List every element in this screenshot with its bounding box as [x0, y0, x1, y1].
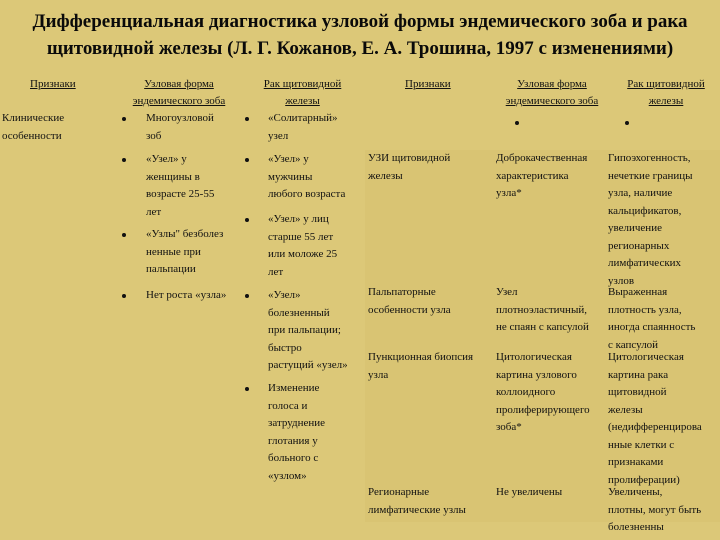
right-row-2-nodular: Узел плотноэластичный, не спаян с капсулой — [496, 286, 589, 333]
row-label-clinical: Клинические особенности — [2, 112, 65, 142]
right-row-2-cancer: Выраженная плотность узла, иногда спаянность с капсулой — [608, 286, 696, 351]
bullet — [122, 233, 126, 237]
nodular-item-2: «Узел» у женщины в возрасте 25-55 лет — [146, 153, 215, 218]
title-line-2: щитовидной железы (Л. Г. Кожанов, Е. А. Трошина, 1997 с изменениями) — [46, 38, 674, 59]
cancer-item-5: Изменение голоса и затруднение глотания у больного с «узлом» — [268, 382, 326, 482]
right-header-nodular — [492, 76, 612, 110]
left-header-signs: Признаки — [30, 78, 76, 90]
right-header-cancer — [614, 76, 718, 110]
bullet — [515, 121, 519, 125]
right-row-4-sign: Регионарные лимфатические узлы — [368, 486, 466, 516]
right-header-nodular-line1: Узловая форма — [517, 78, 587, 90]
left-header-nodular-line1: Узловая форма — [144, 78, 214, 90]
left-header-cancer-line1: Рак щитовидной — [263, 78, 342, 90]
left-header-cancer — [250, 76, 355, 110]
bullet — [245, 158, 249, 162]
right-header-cancer-line1: Рак щитовидной — [627, 78, 705, 90]
nodular-item-4: Нет роста «узла» — [146, 289, 227, 301]
right-header-signs: Признаки — [405, 78, 451, 90]
cancer-item-3: «Узел» у лиц старше 55 лет или моложе 25 лет — [268, 213, 338, 278]
left-header-nodular-line2: эндемического зоба — [132, 95, 226, 107]
cancer-item-2: «Узел» у мужчины любого возраста — [268, 153, 346, 200]
right-row-1-cancer: Гипоэхогенность, нечеткие границы узла, наличие кальцификатов, увеличение регионарных лимфатических узлов — [608, 152, 693, 287]
cancer-item-1: «Солитарный» узел — [268, 112, 338, 142]
bullet — [245, 117, 249, 121]
right-row-1-nodular: Доброкачественная характеристика узла* — [496, 152, 588, 199]
bullet — [122, 158, 126, 162]
right-row-3-nodular: Цитологическая картина узлового коллоидного пролиферирующего зоба* — [496, 351, 590, 433]
right-row-4-cancer: Увеличены, плотны, могут быть болезненны — [608, 486, 702, 533]
right-row-2-sign: Пальпаторные особенности узла — [368, 286, 451, 316]
right-header-cancer-line2: железы — [648, 95, 684, 107]
cancer-item-4: «Узел» болезненный при пальпации; быстро растущий «узел» — [268, 289, 348, 371]
bullet — [245, 387, 249, 391]
bullet — [122, 117, 126, 121]
bullet — [245, 218, 249, 222]
title-line-1: Дифференциальная диагностика узловой формы эндемического зоба и рака — [32, 11, 688, 32]
slide-title — [0, 0, 720, 70]
right-header-nodular-line2: эндемического зоба — [505, 95, 599, 107]
right-row-3-cancer: Цитологическая картина рака щитовидной железы (недифференцирова нные клетки с признаками пролиферации) — [608, 351, 702, 486]
left-header-nodular — [124, 76, 234, 110]
nodular-item-3: «Узлы" безболез ненные при пальпации — [146, 228, 224, 275]
bullet — [625, 121, 629, 125]
bullet — [245, 294, 249, 298]
right-row-3-sign: Пункционная биопсия узла — [368, 351, 474, 381]
nodular-item-1: Многоузловой зоб — [146, 112, 214, 142]
bullet — [122, 294, 126, 298]
right-row-1-sign: УЗИ щитовидной железы — [368, 152, 451, 182]
right-row-4-nodular: Не увеличены — [496, 486, 563, 498]
left-header-cancer-line2: железы — [285, 95, 320, 107]
